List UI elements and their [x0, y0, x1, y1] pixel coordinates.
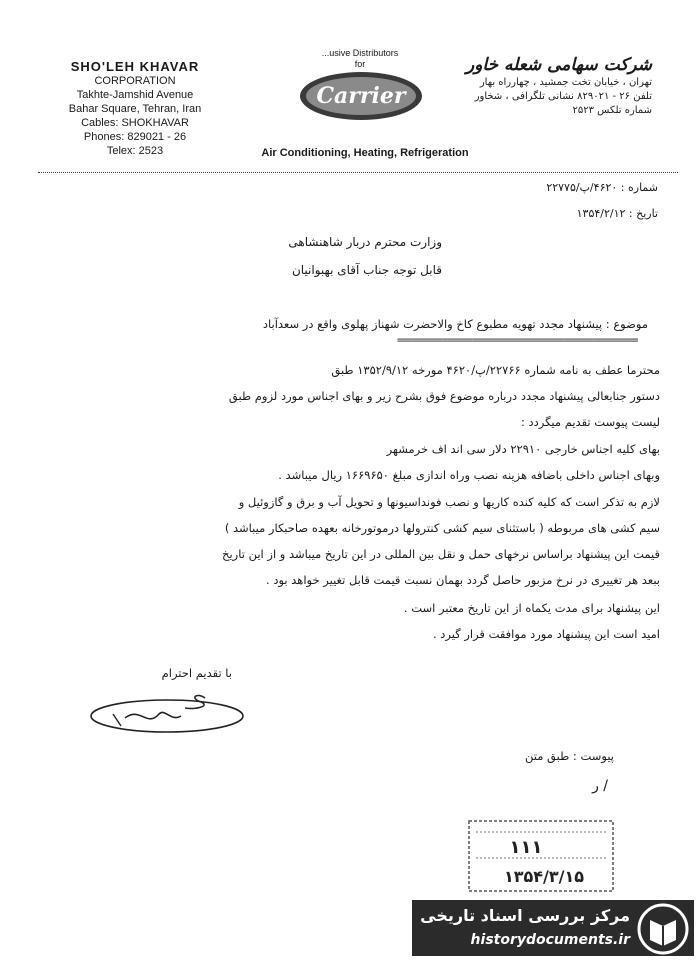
body-line-10: این پیشنهاد برای مدت یکماه از این تاریخ معتبر است . — [403, 601, 660, 615]
letterhead-english — [40, 60, 230, 158]
distributors-line-1: ...usive Distributors — [321, 48, 399, 58]
watermark-book-icon — [636, 902, 690, 956]
body-line-6: لازم به تذکر است که کلیه کنده کاریها و نصب فونداسیونها و تحویل آب و برق و گازوئیل و — [238, 495, 660, 509]
body-line-4: بهای کلیه اجناس خارجی ۲۲۹۱۰ دلار سی اند اف خرمشهر — [386, 442, 660, 456]
body-line-8: قیمت این پیشنهاد براساس نرخهای حمل و نقل بین المللی در این تاریخ میباشد و از این تاریخ — [222, 547, 660, 561]
body-line-7: سیم کشی های مربوطه ( باستثنای سیم کشی کنترولها درموتورخانه بعهده صاحبکار میباشد ) — [224, 521, 660, 535]
telex-line: Telex: 2523 — [106, 145, 164, 157]
company-name-en: SHO'LEH KHAVAR — [70, 59, 200, 74]
header-divider — [38, 172, 678, 173]
addressee-line-1: وزارت محترم دربار شاهنشاهی — [288, 235, 442, 249]
fa-address: تهران ، خیابان تخت جمشید ، چهارراه بهار — [479, 77, 652, 88]
distributors-line-2: for — [354, 59, 366, 69]
tagline: Air Conditioning, Heating, Refrigeration — [261, 147, 469, 159]
brand-text: Carrier — [316, 83, 406, 109]
subject-line: موضوع : پیشنهاد مجدد تهویه مطبوع کاخ والاحضرت شهناز پهلوی واقع در سعدآباد — [262, 317, 648, 331]
body-line-2: دستور جنابعالی پیشنهاد مجدد درباره موضوع فوق بشرح زیر و بهای اجناس مورد لزوم طبق — [228, 389, 660, 403]
attachment-initials: / ر — [592, 778, 608, 794]
body-line-1: محترما عطف به نامه شماره ۲۲۷۶۶/پ/۴۶۲۰ مورخه ۱۳۵۲/۹/۱۲ طبق — [331, 363, 660, 377]
received-stamp — [466, 818, 616, 894]
fa-telex: شماره تلکس ۲۵۲۳ — [572, 105, 652, 116]
phones-line: Phones: 829021 - 26 — [83, 131, 187, 143]
company-name-fa: شرکت سهامی شعله خاور — [466, 55, 652, 75]
body-line-3: لیست پیوست تقدیم میگردد : — [520, 415, 660, 429]
address-line-2: Bahar Square, Tehran, Iran — [68, 103, 202, 115]
letter-number: شماره : ۴۶۲۰/پ/۲۲۷۷۵ — [546, 181, 658, 194]
addressee-line-2: قابل توجه جناب آقای بهبوانیان — [291, 263, 442, 277]
closing-phrase: با تقدیم احترام — [161, 666, 232, 680]
address-line-1: Takhte-Jamshid Avenue — [76, 89, 194, 101]
fa-phone: تلفن ۲۶ - ۸۲۹۰۲۱ نشانی تلگرافی ، شخاور — [474, 91, 652, 102]
stamp-date: ۱۳۵۴/۳/۱۵ — [503, 867, 585, 886]
attachment-note: پیوست : طبق متن — [525, 749, 614, 763]
body-line-9: ببعد هر تغییری در نرخ مزبور حاصل گردد بهمان نسبت قیمت قابل تغییر خواهد بود . — [266, 573, 660, 587]
signature — [85, 688, 255, 736]
company-corp-en: CORPORATION — [94, 75, 176, 87]
watermark-text-fa: مرکز بررسی اسناد تاریخی — [420, 906, 630, 925]
letterhead-persian — [432, 55, 652, 118]
letter-date: تاریخ : ۱۳۵۴/۲/۱۲ — [576, 207, 658, 220]
body-line-11: امید است این پیشنهاد مورد موافقت قرار گیرد . — [432, 627, 660, 641]
cables-line: Cables: SHOKHAVAR — [81, 117, 189, 129]
distributors-note — [300, 48, 420, 70]
watermark-url: historydocuments.ir — [470, 932, 630, 948]
carrier-logo — [298, 70, 424, 122]
subject-underline: ================================================ — [397, 335, 638, 346]
body-line-5: وبهای اجناس داخلی باضافه هزینه نصب وراه اندازی مبلغ ۱۶۶۹۶۵۰ ریال میباشد . — [278, 468, 660, 482]
stamp-number: ۱۱۱ — [509, 837, 543, 858]
